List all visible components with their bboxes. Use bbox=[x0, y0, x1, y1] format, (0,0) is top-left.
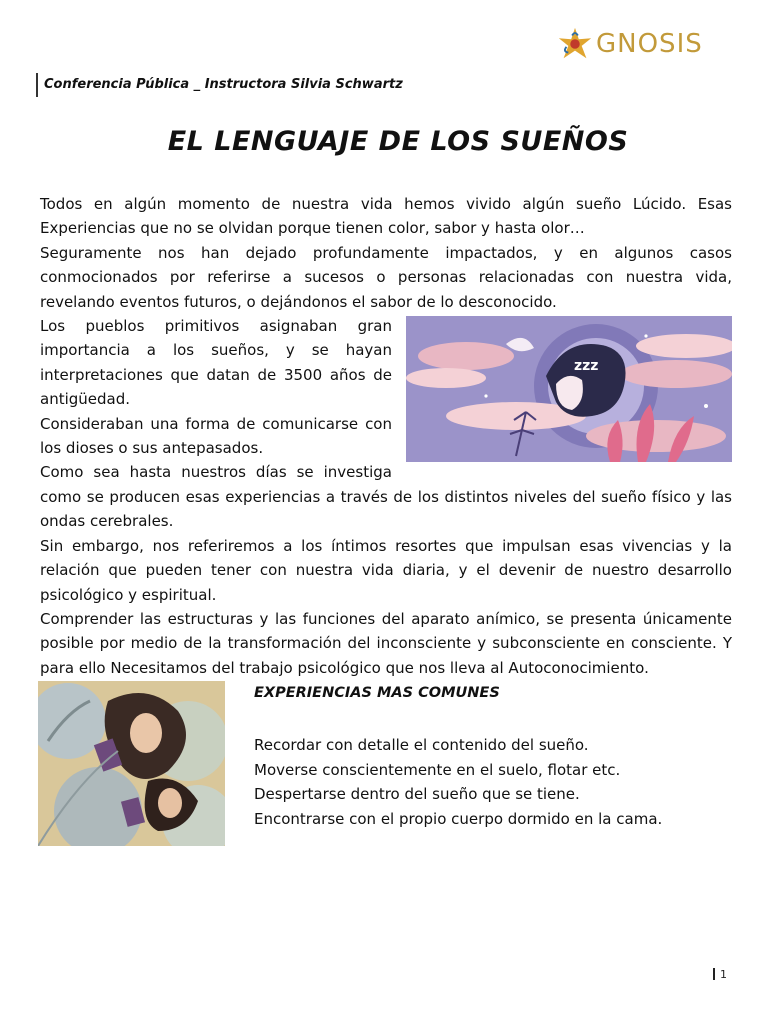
header-divider bbox=[36, 73, 38, 97]
paragraph: Comprender las estructuras y las funciones del aparato anímico, se presenta únicamente posible por medio de la transformación del inconsciente y subconsciente en consciente. Y para ello Necesitamos del trabajo psicológico que nos lleva al Autoconocimiento. bbox=[40, 609, 732, 677]
gnosis-logo bbox=[556, 24, 703, 64]
dreaming-bubbles-illustration bbox=[38, 681, 225, 846]
list-item: Recordar con detalle el contenido del sueño. bbox=[254, 736, 589, 754]
paragraph: Consideraban una forma de comunicarse con los dioses o sus antepasados. bbox=[40, 414, 392, 458]
page-number bbox=[713, 968, 727, 981]
page-number-divider bbox=[713, 968, 715, 980]
list-item: Despertarse dentro del sueño que se tiene. bbox=[254, 785, 580, 803]
paragraph: Como sea hasta nuestros días se investiga como se producen esas experiencias a través de los distintos niveles del sueño físico y las ondas cerebrales. bbox=[40, 463, 732, 531]
header-subtitle: Conferencia Pública _ Instructora Silvia Schwartz bbox=[44, 77, 403, 92]
body-text bbox=[40, 192, 732, 680]
sleeping-woman-illustration bbox=[406, 316, 732, 462]
list-item: Encontrarse con el propio cuerpo dormido en la cama. bbox=[254, 809, 663, 828]
paragraph: Sin embargo, nos referiremos a los íntimos resortes que impulsan esas vivencias y la relación que pueden tener con nuestra vida diaria, y el devenir de nuestro desarrollo psicológico y espiritual. bbox=[40, 536, 732, 604]
paragraph: Seguramente nos han dejado profundamente impactados, y en algunos casos conmocionados por referirse a sucesos o personas relacionadas con nuestra vida, revelando eventos futuros, o dejándonos el sabor de lo desconocido. bbox=[40, 243, 732, 311]
gnosis-emblem-icon bbox=[556, 25, 594, 63]
logo-text: GNOSIS bbox=[596, 29, 703, 59]
sleep-letters: zzz bbox=[574, 358, 599, 375]
experiences-heading: EXPERIENCIAS MAS COMUNES bbox=[254, 685, 500, 701]
experiences-list bbox=[254, 733, 662, 831]
paragraph: Todos en algún momento de nuestra vida hemos vivido algún sueño Lúcido. Esas Experiencias que no se olvidan porque tienen color, sabor y hasta olor… bbox=[40, 195, 732, 238]
page-number-value: 1 bbox=[720, 968, 727, 981]
page-title: EL LENGUAJE DE LOS SUEÑOS bbox=[167, 126, 629, 157]
list-item: Moverse conscientemente en el suelo, flotar etc. bbox=[254, 760, 621, 779]
paragraph: Los pueblos primitivos asignaban gran importancia a los sueños, y se hayan interpretaciones que datan de 3500 años de antigüedad. bbox=[40, 317, 392, 409]
